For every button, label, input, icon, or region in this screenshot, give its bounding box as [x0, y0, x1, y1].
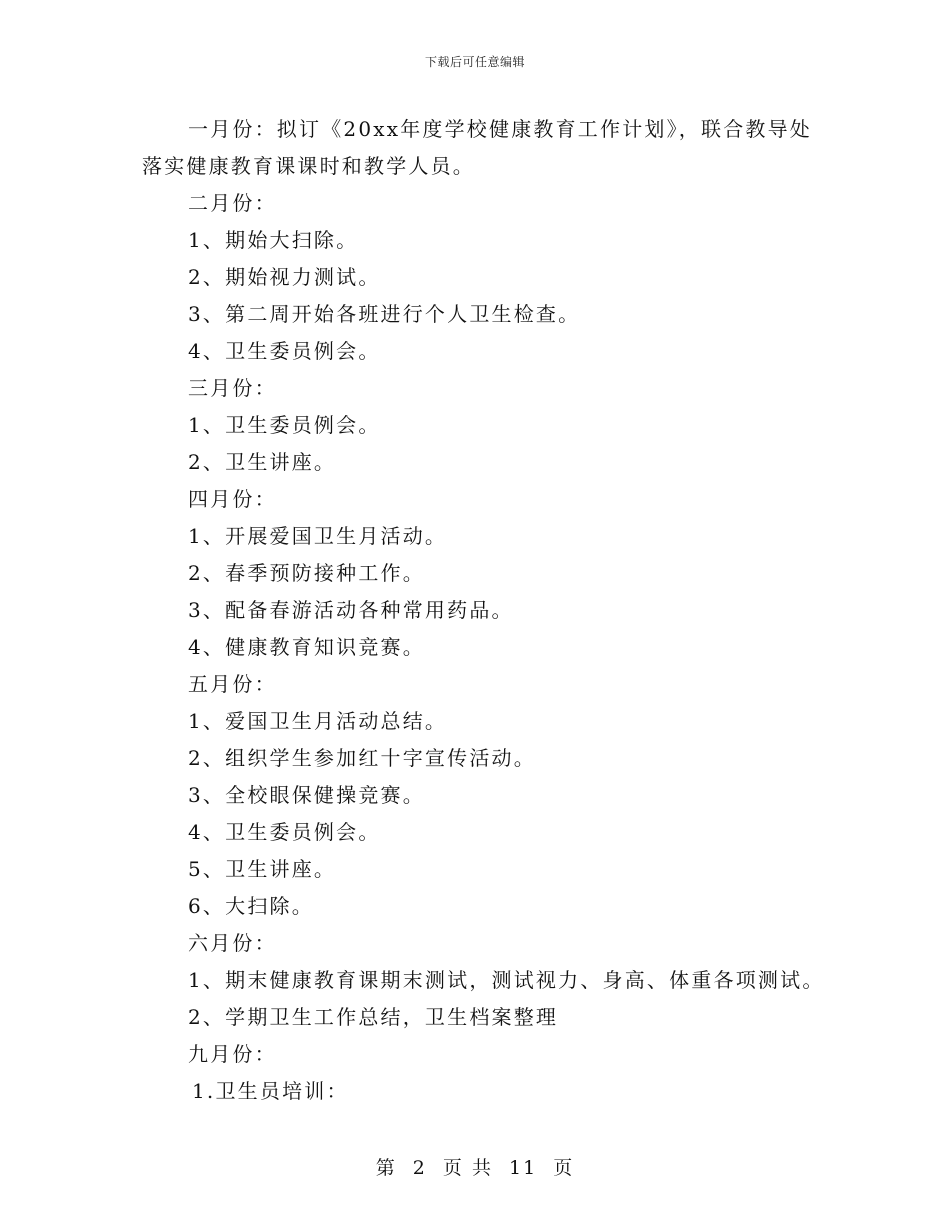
list-item: 1、期末健康教育课期末测试，测试视力、身高、体重各项测试。	[188, 968, 825, 992]
list-item: 4、卫生委员例会。	[188, 339, 381, 363]
list-item: 1、开展爱国卫生月活动。	[188, 524, 448, 548]
list-item: 1、期始大扫除。	[188, 228, 359, 252]
list-item: 3、配备春游活动各种常用药品。	[188, 598, 514, 622]
footer-prefix: 第	[375, 1157, 397, 1179]
page-number: 2	[412, 1157, 427, 1179]
list-item: 2、学期卫生工作总结，卫生档案整理	[188, 1005, 559, 1029]
list-item: 1、卫生委员例会。	[188, 413, 381, 437]
list-item: 2、春季预防接种工作。	[188, 561, 425, 585]
document-body	[142, 111, 825, 1110]
list-item: 2、组织学生参加红十字宣传活动。	[188, 746, 536, 770]
paragraph-line: 落实健康教育课课时和教学人员。	[142, 154, 475, 178]
list-item: 3、全校眼保健操竞赛。	[188, 783, 425, 807]
page-header: 下载后可任意编辑	[424, 55, 525, 69]
list-item: 3、第二周开始各班进行个人卫生检查。	[188, 302, 581, 326]
footer-middle: 页 共	[442, 1157, 493, 1179]
list-item: 4、卫生委员例会。	[188, 820, 381, 844]
list-item: 6、大扫除。	[188, 894, 314, 918]
paragraph-line: 一月份：拟订《20xx年度学校健康教育工作计划》，联合教导处	[188, 117, 813, 141]
month-heading: 四月份：	[188, 487, 277, 511]
list-item: 1、爱国卫生月活动总结。	[188, 709, 448, 733]
list-item: 2、卫生讲座。	[188, 450, 337, 474]
total-pages: 11	[509, 1157, 538, 1179]
month-heading: 六月份：	[188, 931, 277, 955]
month-heading: 二月份：	[188, 191, 277, 215]
list-item: 2、期始视力测试。	[188, 265, 381, 289]
list-item: 5、卫生讲座。	[188, 857, 337, 881]
list-item: 1.卫生员培训：	[192, 1079, 349, 1103]
month-heading: 三月份：	[188, 376, 277, 400]
page-footer	[0, 1153, 950, 1180]
month-heading: 五月份：	[188, 672, 277, 696]
footer-suffix: 页	[553, 1157, 575, 1179]
month-heading: 九月份：	[188, 1042, 277, 1066]
list-item: 4、健康教育知识竞赛。	[188, 635, 425, 659]
